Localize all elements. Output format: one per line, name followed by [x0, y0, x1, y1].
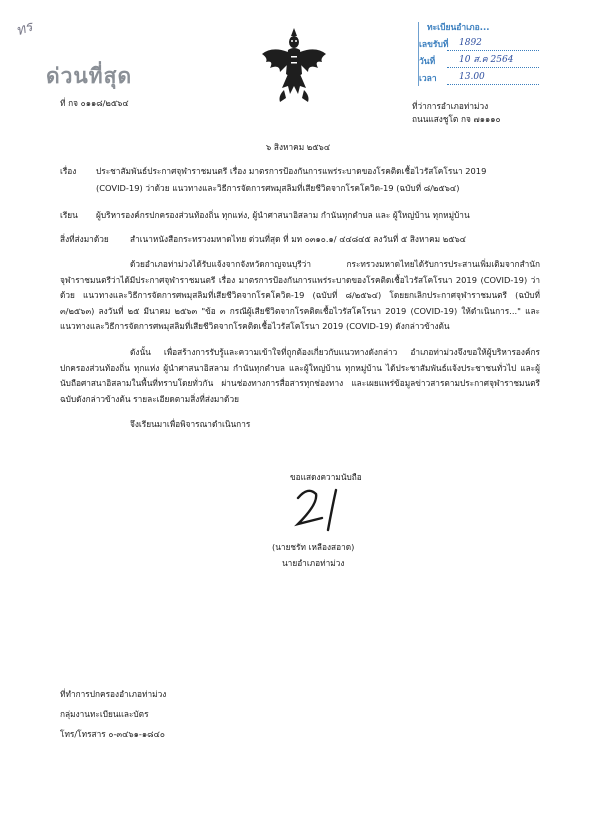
receipt-date-value: 10 ส.ค 2564	[459, 55, 514, 65]
subject-line2: (COVID-19) ว่าด้วย แนวทางและวิธีการจัดการศพมุสลิมที่เสียชีวิตจากโรคโควิด-19 (ฉบับที่ ๘/๒๕๖๔)	[96, 183, 460, 193]
sender-address-line1: ที่ว่าการอำเภอท่าม่วง	[412, 101, 489, 111]
body-paragraph-1: ด้วยอำเภอท่าม่วงได้รับแจ้งจากจังหวัดกาญจนบุรีว่า กระทรวงมหาดไทยได้รับการประสานเพิ่มเติมจากสำนักจุฬาราชมนตรีว่าได้มีประกาศจุฬาราชมนตรี เรื่อง มาตรการป้องกันการแพร่ระบาดของโรคติดเชื้อไวรัสโคโรนา 2019 (COVID-19) ว่าด้วย แนวทางและวิธีการจัดการศพมุสลิมที่เสียชีวิตจากโรคโควิด-19 (ฉบับที่ ๘/๒๕๖๔) โดยยกเลิกประกาศจุฬาราชมนตรี (ฉบับที่ ๓/๒๕๖๓) ลงวันที่ ๒๕ มีนาคม ๒๕๖๓ "ข้อ ๓ กรณีผู้เสียชีวิตจากโรคติดเชื้อไวรัสโคโรนา 2019 (COVID-19) ให้ดำเนินการ..." และแนวทางและวิธีการจัดการศพมุสลิมที่เสียชีวิตจากโรคติดเชื้อไวรัสโคโรนา 2019 (COVID-19) ดังกล่าวข้างต้น	[60, 259, 540, 332]
document-number: ที่ กจ ๐๑๑๘/๒๕๖๔	[60, 98, 129, 108]
enclosure-text: สำเนาหนังสือกระทรวงมหาดไทย ด่วนที่สุด ที่ มท ๐๓๑๐.๑/ ๔๔๘๔๕ ลงวันที่ ๕ สิงหาคม ๒๕๖๔	[130, 234, 467, 244]
closing-request: จึงเรียนมาเพื่อพิจารณาดำเนินการ	[130, 419, 251, 429]
receipt-time-label: เวลา	[419, 74, 437, 84]
footer-phone: โทร/โทรสาร ๐-๓๔๖๑-๑๘๔๐	[60, 729, 165, 739]
receipt-stamp-number-row	[419, 39, 539, 52]
receipt-date-label: วันที่	[419, 57, 436, 67]
footer-office: ที่ทำการปกครองอำเภอท่าม่วง	[60, 689, 167, 699]
signatory-name: (นายชรัท เหลืองสอาด)	[272, 542, 355, 552]
subject-line1: ประชาสัมพันธ์ประกาศจุฬาราชมนตรี เรื่อง มาตรการป้องกันการแพร่ระบาดของโรคติดเชื้อไวรัสโคโรนา 2019	[96, 166, 487, 176]
receipt-stamp	[418, 22, 539, 86]
receipt-number-value: 1892	[459, 38, 482, 48]
signature-icon	[292, 484, 352, 532]
recipient-label: เรียน	[60, 210, 78, 220]
receipt-stamp-date-row	[419, 56, 539, 69]
body-paragraph-2: ดังนั้น เพื่อสร้างการรับรู้และความเข้าใจที่ถูกต้องเกี่ยวกับแนวทางดังกล่าว อำเภอท่าม่วงจึงขอให้ผู้บริหารองค์กรปกครองส่วนท้องถิ่น ทุกแห่ง ผู้นำศาสนาอิสลาม กำนันทุกตำบล และผู้ใหญ่บ้าน ทุกหมู่บ้าน ได้ประชาสัมพันธ์แจ้งประชาชนทั่วไป และผู้นับถือศาสนาอิสลามในพื้นที่ทราบโดยทั่วกัน ผ่านช่องทางการสื่อสารทุกช่องทาง และเผยแพร่ข้อมูลข่าวสารตามประกาศจุฬาราชมนตรีฉบับดังกล่าวข้างต้น รายละเอียดตามสิ่งที่ส่งมาด้วย	[60, 347, 540, 404]
garuda-emblem-icon	[258, 24, 330, 106]
receipt-stamp-office: ทะเบียนอำเภอ...	[427, 23, 490, 33]
receipt-stamp-time-row	[419, 73, 539, 86]
subject-label: เรื่อง	[60, 166, 77, 176]
sender-address-line2: ถนนแสงชูโต กจ ๗๑๑๑๐	[412, 114, 501, 124]
receipt-number-label: เลขรับที่	[419, 40, 449, 50]
receipt-time-value: 13.00	[459, 72, 485, 82]
signature	[292, 484, 352, 532]
signature-mark-text: 21	[292, 484, 294, 485]
garuda-emblem	[258, 24, 330, 106]
enclosure-label: สิ่งที่ส่งมาด้วย	[60, 234, 109, 244]
document-date: ๖ สิงหาคม ๒๕๖๔	[266, 142, 331, 152]
closing-regards: ขอแสดงความนับถือ	[290, 472, 362, 482]
recipient-text: ผู้บริหารองค์กรปกครองส่วนท้องถิ่น ทุกแห่ง, ผู้นำศาสนาอิสลาม กำนันทุกตำบล และ ผู้ใหญ่บ้าน ทุกหมู่บ้าน	[96, 210, 470, 220]
urgency-stamp: ด่วนที่สุด	[46, 64, 133, 88]
signatory-position: นายอำเภอท่าม่วง	[282, 558, 345, 568]
footer-division: กลุ่มงานทะเบียนและบัตร	[60, 709, 149, 719]
corner-handwritten-mark: ทร	[13, 18, 35, 40]
